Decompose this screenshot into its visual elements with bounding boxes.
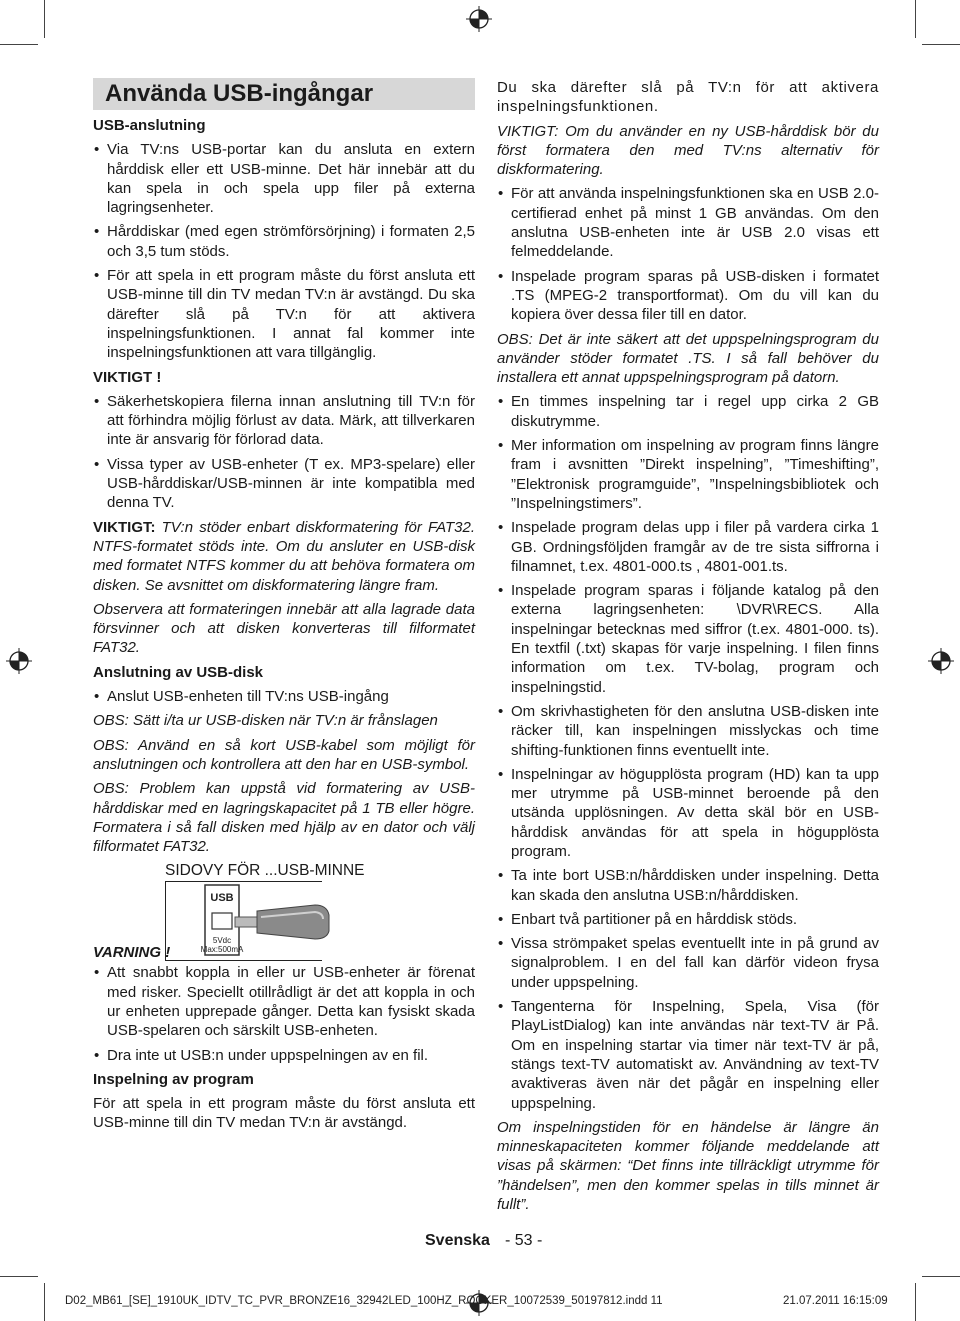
list-item: • Ta inte bort USB:n/hårddisken under inspelning. Detta kan skada den anslutna USB:n/hårddisken. (497, 866, 879, 905)
crop-mark (44, 1283, 45, 1321)
list-item: • Vissa typer av USB-enheter (T ex. MP3-spelare) eller USB-hårddiskar/USB-minnen är inte kompatibla med denna TV. (93, 455, 475, 513)
usb-disk-heading: Anslutning av USB-disk (93, 663, 264, 681)
file-timestamp: 21.07.2011 16:15:09 (783, 1295, 888, 1307)
footer-language: Svenska (425, 1232, 490, 1249)
intro-text: Du ska därefter slå på TV:n för att aktivera inspelningsfunktionen. (497, 79, 879, 116)
list-item: • Att snabbt koppla in eller ur USB-enheter är förenat med risker. Speciellt otillrådligt är det att koppla in och ur enheten upprepade gånger. Detta kan fysiskt skada USB-spelaren och särskilt USB-enheten. (93, 963, 475, 1040)
list-item: • Dra inte ut USB:n under uppspelningen av en fil. (93, 1046, 475, 1065)
list-item: • För att spela in ett program måste du först ansluta ett USB-minne till din TV medan TV:n är avstängd. Du ska därefter slå på TV:n för att aktivera inspelningsfunktionen. I annat fal kommer inte inspelningsfunktionen att vara tillgänglig. (93, 266, 475, 362)
obs-note: OBS: Problem kan uppstå vid formatering av USB-hårddiskar med en lagringskapacitet på 1 TB eller högre. Formatera i så fall disken med hjälp av en dator och välj filformatet FAT32. (93, 780, 475, 856)
list-item: • Inspelade program sparas på USB-disken i formatet .TS (MPEG-2 transportformat). Om du vill kan du kopiera över dessa filer till en dator. (497, 267, 879, 325)
usb-rating-line: Max:500mA (200, 945, 244, 955)
page-title: Använda USB-ingångar (93, 78, 475, 110)
list-item: • Anslut USB-enheten till TV:ns USB-ingång (93, 687, 475, 706)
page-number: - 53 - (505, 1232, 543, 1249)
crosshair-registration-icon (6, 648, 32, 674)
list-item: • Inspelningar av högupplösta program (HD) kan ta upp mer utrymme på USB-minnet beroende på den utsända upplösningen. Av detta skäl bör en USB-hårddisk användas för att spela in högupplösta program. (497, 765, 879, 861)
fat32-note-prefix: VIKTIGT: (93, 518, 156, 536)
recording-text: För att spela in ett program måste du först ansluta ett USB-minne till din TV medan TV:n är avstängd. (93, 1095, 475, 1132)
list-item: • Enbart två partitioner på en hårddisk stöds. (497, 910, 879, 929)
list-item: • Vissa strömpaket spelas eventuellt inte in på grund av signalproblem. I en del fall kan därför videon frysa under uppspelning. (497, 934, 879, 992)
warning-heading: VARNING ! (93, 944, 171, 962)
usb-rating-line: 5Vdc (212, 936, 232, 946)
format-warning-note: Observera att formateringen innebär att alla lagrade data försvinner och att disken konverteras till filformatet FAT32. (93, 600, 475, 657)
usb-connection-heading: USB-anslutning (93, 117, 206, 134)
recording-details-list (497, 392, 879, 1112)
crop-mark (915, 0, 916, 38)
warning-list (93, 963, 475, 1064)
usb-side-view-figure (93, 861, 475, 961)
crop-mark (922, 1276, 960, 1277)
usb-port-label: USB (210, 892, 234, 905)
fat32-note-text: TV:n stöder enbart diskformatering för FAT32. NTFS-formatet stöds inte. Om du ansluter en USB-disk med formatet NTFS kommer du att behöva formatera om disken. Se avsnittet om diskformatering längre fram. (93, 518, 475, 594)
important-list (93, 392, 475, 513)
obs-note: OBS: Sätt i/ta ur USB-disken när TV:n är frånslagen (93, 712, 438, 730)
right-column (497, 78, 879, 1219)
crop-mark (44, 0, 45, 38)
crop-mark (915, 1283, 916, 1321)
closing-note: Om inspelningstiden för en händelse är längre än minneskapaciteten kommer följande meddelande att visas på skärmen: “Det finns inte tillräckligt utrymme för ”händelsen”, men den kommer spelas in tills minnet är fullt”. (497, 1118, 879, 1214)
file-slug: D02_MB61_[SE]_1910UK_IDTV_TC_PVR_BRONZE16_32942LED_100HZ_ROCKER_10072539_50197812.indd 11 (65, 1295, 663, 1307)
crosshair-registration-icon (928, 648, 954, 674)
list-item: • Via TV:ns USB-portar kan du ansluta en extern hårddisk eller ett USB-minne. Det här innebär att du kan spela in och spela upp filer på externa lagringsenheter. (93, 140, 475, 217)
figure-title: SIDOVY FÖR ...USB-MINNE (165, 862, 365, 880)
obs-note: OBS: Det är inte säkert att det uppspelningsprogram du använder stöder formatet .TS. I så fall behöver du installera ett annat uppspelningsprogram på datorn. (497, 330, 879, 387)
usb-connection-list (93, 140, 475, 362)
list-item: • Tangenterna för Inspelning, Spela, Visa (för PlayListDialog) kan inte användas när text-TV är På. Om en inspelning startar via timer när text-TV är på, stängs text-TV automatiskt av. Användning av text-TV avaktiveras även när det pågår en inspelning eller uppspelning. (497, 997, 879, 1113)
list-item: • Hårddiskar (med egen strömförsörjning) i formaten 2,5 och 3,5 tum stöds. (93, 222, 475, 261)
recording-heading: Inspelning av program (93, 1070, 254, 1088)
crosshair-registration-icon (466, 6, 492, 32)
list-item: • För att använda inspelningsfunktionen ska en USB 2.0-certifierad enhet på minst 1 GB användas. Om den anslutna USB-enheten inte är USB 2.0 visas ett felmeddelande. (497, 184, 879, 261)
usb-stick-icon (165, 881, 475, 961)
obs-note: OBS: Använd en så kort USB-kabel som möjligt för anslutningen och kontrollera att den har en USB-symbol. (93, 736, 475, 773)
list-item: • Inspelade program sparas i följande katalog på den externa lagringsenheten: \DVR\RECS. Alla inspelningar betecknas med siffror (t.ex. 4801-000. ts). En textfil (.txt) skapas för varje inspelning. I filen finns information om t.ex. TV-bolag, program och inspelningstid. (497, 581, 879, 697)
recording-list (497, 184, 879, 324)
fat32-note (93, 518, 475, 595)
list-item: • Inspelade program delas upp i filer på vardera cirka 1 GB. Ordningsföljden framgår av de tre sista siffrorna i filnamnet, t.ex. 4801-000.ts , 4801-001.ts. (497, 518, 879, 576)
list-item: • Om skrivhastigheten för den anslutna USB-disken inte räcker till, kan inspelningen misslyckas och time shifting-funktionen finns eventuellt inte. (497, 702, 879, 760)
list-item: • Säkerhetskopiera filerna innan anslutning till TV:n för att förhindra möjlig förlust av data. Märk, att tillverkaren inte är ansvarig för förlorad data. (93, 392, 475, 450)
crop-mark (922, 44, 960, 45)
important-heading: VIKTIGT ! (93, 368, 162, 386)
left-column (93, 78, 475, 1138)
list-item: • En timmes inspelning tar i regel upp cirka 2 GB diskutrymme. (497, 392, 879, 431)
list-item: • Mer information om inspelning av program finns längre fram i avsnitten ”Direkt inspelning”, ”Timeshifting”, ”Elektronisk programguide”, ”Inspelningsbibliotek och ”Inspelningstimers”. (497, 436, 879, 513)
crop-mark (0, 44, 38, 45)
important-note: VIKTIGT: Om du använder en ny USB-hårddisk bör du först formatera den med TV:ns alternativ för diskformatering. (497, 122, 879, 179)
crop-mark (0, 1276, 38, 1277)
usb-disk-list (93, 687, 475, 706)
